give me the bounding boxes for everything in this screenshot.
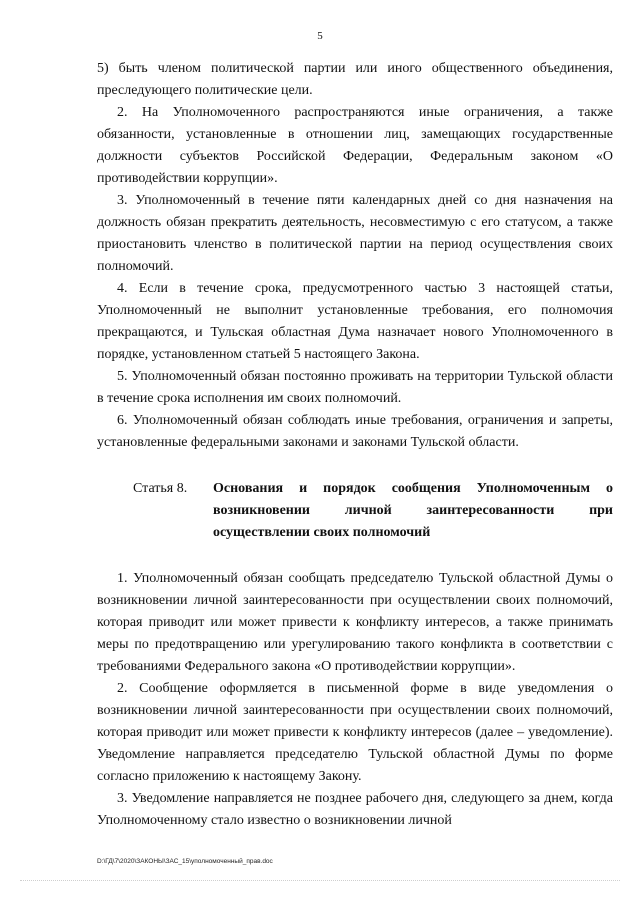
article-title: Основания и порядок сообщения Уполномоченным о возникновении личной заинтересованности при осуществлении своих полномочий bbox=[213, 481, 613, 540]
article-heading bbox=[133, 478, 613, 544]
file-path-footer: D:\ГД\7\2020\ЗАКОНЫ\ЗАС_15\уполномоченный_прав.doc bbox=[97, 858, 273, 865]
paragraph: 1. Уполномоченный обязан сообщать председателю Тульской областной Думы о возникновении личной заинтересованности при осуществлении своих полномочий, которая приводит или может привести к конфликту интересов, а также принимать меры по предотвращению или урегулированию такого конфликта в соответствии с требованиями Федерального закона «О противодействии коррупции». bbox=[97, 571, 613, 674]
paragraph: 3. Уведомление направляется не позднее рабочего дня, следующего за днем, когда Уполномоченному стало известно о возникновении личной bbox=[97, 791, 613, 828]
page-number: 5 bbox=[317, 30, 323, 42]
paragraph: 6. Уполномоченный обязан соблюдать иные требования, ограничения и запреты, установленные федеральными законами и законами Тульской области. bbox=[97, 413, 613, 450]
paragraph: 5) быть членом политической партии или иного общественного объединения, преследующего политические цели. bbox=[97, 61, 613, 98]
document-body bbox=[97, 58, 613, 832]
paragraph: 5. Уполномоченный обязан постоянно проживать на территории Тульской области в течение срока исполнения им своих полномочий. bbox=[97, 369, 613, 406]
paragraph: 2. На Уполномоченного распространяются иные ограничения, а также обязанности, установленные в отношении лиц, замещающих государственные должности субъектов Российской Федерации, Федеральным законом «О противодействии коррупции». bbox=[97, 105, 613, 186]
paragraph: 2. Сообщение оформляется в письменной форме в виде уведомления о возникновении личной заинтересованности при осуществлении своих полномочий, которая приводит или может привести к конфликту интересов (далее – уведомление). Уведомление направляется председателю Тульской областной Думы по форме согласно приложению к настоящему Закону. bbox=[97, 681, 613, 784]
paragraph: 3. Уполномоченный в течение пяти календарных дней со дня назначения на должность обязан прекратить деятельность, несовместимую с его статусом, а также приостановить членство в политической партии на период осуществления своих полномочий. bbox=[97, 193, 613, 274]
article-label: Статья 8. bbox=[133, 481, 188, 496]
scan-artifact bbox=[20, 880, 620, 885]
paragraph: 4. Если в течение срока, предусмотренного частью 3 настоящей статьи, Уполномоченный не выполнит установленные требования, его полномочия прекращаются, и Тульская областная Дума назначает нового Уполномоченного в порядке, установленном статьей 5 настоящего Закона. bbox=[97, 281, 613, 362]
